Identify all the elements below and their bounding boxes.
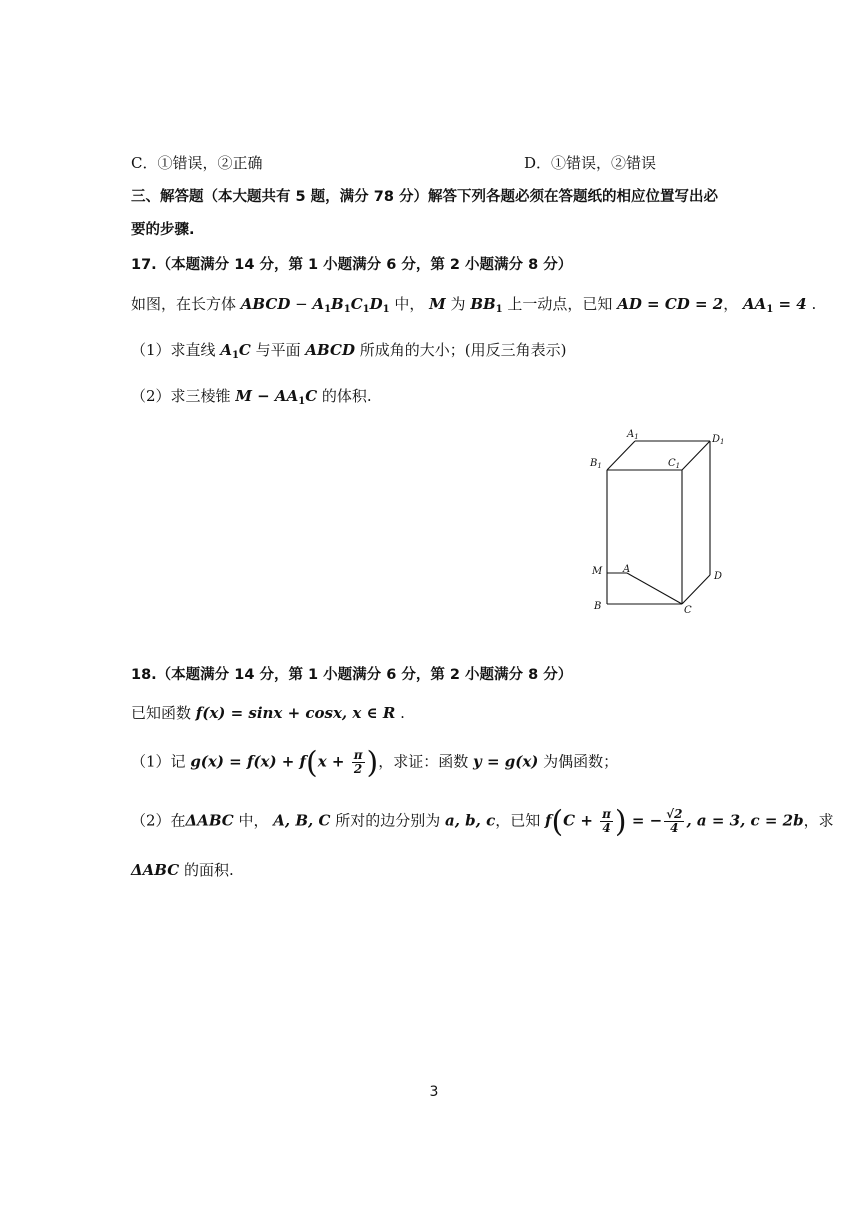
label-a: A — [623, 564, 631, 575]
q17-condition-2: $AA_1 = 4$ — [743, 295, 807, 315]
q18-text: 已知函数 — [131, 704, 196, 722]
option-d-text: ①错误，②错误 — [551, 154, 657, 172]
q17-part1-text: （1）求直线 — [131, 341, 221, 359]
vertex-a: A — [312, 295, 325, 313]
section-heading-cont: 要的步骤. — [131, 222, 195, 238]
option-d — [524, 153, 656, 173]
q17-text: . — [806, 295, 817, 313]
segment-a-c — [627, 573, 682, 604]
q17-intro — [131, 294, 816, 320]
q18-part2-text: （2）在 — [131, 811, 186, 830]
q17-part1-text: 与平面 — [250, 341, 306, 359]
q17-part2-text: 的体积. — [317, 387, 372, 405]
q18-intro — [131, 703, 405, 723]
q17-plane: ABCD — [305, 341, 355, 359]
q18-part1-text: ，求证：函数 — [378, 752, 473, 771]
q17-top-face: $A_1B_1C_1D_1$ — [312, 295, 390, 315]
q17-header: 17.（本题满分 14 分，第 1 小题满分 6 分，第 2 小题满分 8 分） — [131, 257, 573, 273]
q18-equals: = − — [626, 811, 663, 830]
vertex-a: A — [220, 341, 232, 359]
q18-angles: A, B, C — [273, 811, 331, 830]
q17-solid: ABCD — [240, 295, 291, 313]
q17-line-a1c: $A_1C$ — [220, 341, 251, 361]
q17-text: 为 — [445, 295, 471, 313]
frac-den: 4 — [602, 821, 611, 835]
q18-frac-sqrt2-4 — [664, 808, 684, 835]
q17-part2-text: （2）求三棱锥 — [131, 387, 236, 405]
edge-bb: BB — [470, 295, 496, 313]
q18-text: . — [395, 704, 405, 722]
edge-b1-a1 — [607, 441, 635, 470]
q18-function-def: f(x) = sinx + cosx, x ∈ R — [195, 704, 396, 722]
edge-d-c — [682, 575, 710, 604]
edge-aa-value: = 4 — [773, 295, 807, 313]
q18-frac-pi-2 — [352, 749, 365, 776]
q17-dash: − — [290, 295, 313, 313]
frac-den: 4 — [670, 821, 679, 835]
q18-triangle: ΔABC — [131, 861, 180, 879]
q17-part1-text: 所成角的大小；(用反三角表示) — [354, 341, 567, 359]
page-number: 3 — [429, 1084, 439, 1100]
q18-c-plus: C + — [563, 811, 599, 830]
q18-g-even: y = g(x) — [473, 752, 539, 771]
q18-part2-text: 中， — [233, 811, 274, 830]
frac-den: 2 — [353, 762, 363, 776]
q18-part2-text: 所对的边分别为 — [330, 811, 445, 830]
label-a1: $A_1$ — [627, 429, 639, 441]
q18-frac-pi-4 — [600, 808, 613, 835]
q18-part2-text: ，已知 — [495, 811, 545, 830]
q17-text: 中， — [389, 295, 430, 313]
q18-part1: （1）记 g(x) = f(x) + f(x + $\frac{\pi}{2}$ )，求证：函数 y = g(x) 为偶函数； — [131, 745, 619, 781]
option-c-text: ①错误，②正确 — [157, 154, 263, 172]
q17-text: 如图，在长方体 — [131, 295, 241, 313]
frac-num: π — [353, 748, 363, 762]
q17-text: ， — [723, 295, 744, 313]
q18-header: 18.（本题满分 14 分，第 1 小题满分 6 分，第 2 小题满分 8 分） — [131, 667, 573, 683]
cuboid-figure — [585, 420, 735, 620]
q17-pyramid: $M - AA_1C$ — [235, 387, 318, 407]
q17-text: 上一动点，已知 — [502, 295, 618, 313]
q18-sides: a, b, c — [444, 811, 496, 830]
q18-part2-text: 的面积. — [179, 861, 234, 879]
label-m: M — [592, 566, 603, 577]
q18-part1-text: （1）记 — [131, 752, 191, 771]
q18-g-inner: x + — [317, 752, 350, 771]
label-d: D — [714, 571, 723, 582]
label-c: C — [684, 605, 692, 616]
q18-part2: （2）在ΔABC 中， A, B, C 所对的边分别为 a, b, c，已知 f(C + $\frac{\pi}{4}$ ) = − $\frac{√2}{4}$ , a = 3, c = 2b，求 — [131, 804, 834, 840]
label-d1: $D_1$ — [712, 434, 725, 446]
q18-part2-cont — [131, 860, 234, 880]
frac-num: √2 — [666, 807, 683, 821]
option-d-label: D． — [524, 154, 552, 172]
q18-part1-text: 为偶函数； — [538, 752, 619, 771]
section-heading: 三、解答题（本大题共有 5 题，满分 78 分）解答下列各题必须在答题纸的相应位置写出必 — [131, 189, 718, 205]
q18-part2-text: ，求 — [803, 811, 834, 830]
option-c — [131, 153, 263, 173]
option-c-label: C． — [131, 154, 158, 172]
q17-part1 — [131, 340, 566, 366]
edge-aa: AA — [743, 295, 767, 313]
pyramid-name: M − AA — [235, 387, 299, 405]
q18-triangle: ΔABC — [185, 811, 234, 830]
edge-c1-d1 — [682, 441, 710, 470]
q17-condition-1: AD = CD = 2 — [617, 295, 724, 313]
label-b: B — [594, 601, 602, 612]
q17-point-m: M — [429, 295, 446, 313]
frac-num: π — [602, 807, 611, 821]
q18-conditions: , a = 3, c = 2b — [686, 811, 804, 830]
label-b1: $B_1$ — [590, 458, 602, 470]
q17-edge: $BB_1$ — [470, 295, 503, 315]
q18-f: f — [544, 811, 552, 830]
q17-part2 — [131, 386, 372, 412]
label-c1: $C_1$ — [668, 458, 681, 470]
q18-g-def: g(x) = f(x) + f — [190, 752, 307, 771]
